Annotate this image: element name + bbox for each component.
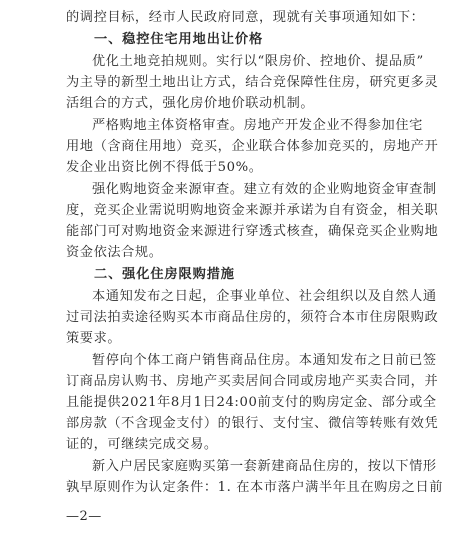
text-line: 订商品房认购书、房地产买卖居间合同或房地产买卖合同，并 — [66, 374, 439, 389]
text-line: 且能提供2021年8月1日24:00前支付的购房定金、部分或全 — [66, 395, 437, 410]
text-line: 资金依法合规。 — [66, 245, 163, 260]
text-line: 过司法拍卖途径购买本市商品住房的，须符合本市住房限购政 — [66, 310, 439, 325]
text-line: 策要求。 — [66, 331, 122, 346]
text-line: 严格购地主体资格审查。房地产开发企业不得参加住宅 — [92, 118, 423, 133]
text-line: 新入户居民家庭购买第一套新建商品住房的，按以下情形 — [92, 459, 437, 474]
text-line: 为主导的新型土地出让方式，结合竞保障性住房，研究更多灵 — [66, 75, 439, 90]
text-line: 发企业出资比例不得低于50%。 — [66, 160, 263, 175]
text-line: 证的，可继续完成交易。 — [66, 437, 218, 452]
text-line: 优化土地竞拍规则。实行以“限房价、控地价、提品质” — [92, 54, 424, 69]
text-line: 度，竞买企业需说明购地资金来源并承诺为自有资金，相关职 — [66, 203, 439, 218]
text-line: 强化购地资金来源审查。建立有效的企业购地资金审查制 — [92, 182, 437, 197]
section-heading: 一、稳控住宅用地出让价格 — [94, 32, 264, 47]
section-heading: 二、强化住房限购措施 — [94, 267, 235, 282]
text-line: 能部门可对购地资金来源进行穿透式核查，确保竞买企业购地 — [66, 224, 439, 239]
text-line: 活组合的方式，强化房价地价联动机制。 — [66, 96, 315, 111]
text-line: 用地（含商住用地）竞买，企业联合体参加竞买的，房地产开 — [66, 139, 439, 154]
text-line: 部房款（不含现金支付）的银行、支付宝、微信等转账有效凭 — [66, 416, 439, 431]
text-line: 本通知发布之日起，企事业单位、社会组织以及自然人通 — [92, 289, 437, 304]
text-line: 的调控目标，经市人民政府同意，现就有关事项通知如下： — [66, 10, 425, 25]
text-line: 孰早原则作为认定条件：1. 在本市落户满半年且在购房之日前 — [66, 480, 444, 495]
text-line: 暂停向个体工商户销售商品住房。本通知发布之日前已签 — [92, 353, 437, 368]
page-number: —2— — [66, 509, 102, 524]
